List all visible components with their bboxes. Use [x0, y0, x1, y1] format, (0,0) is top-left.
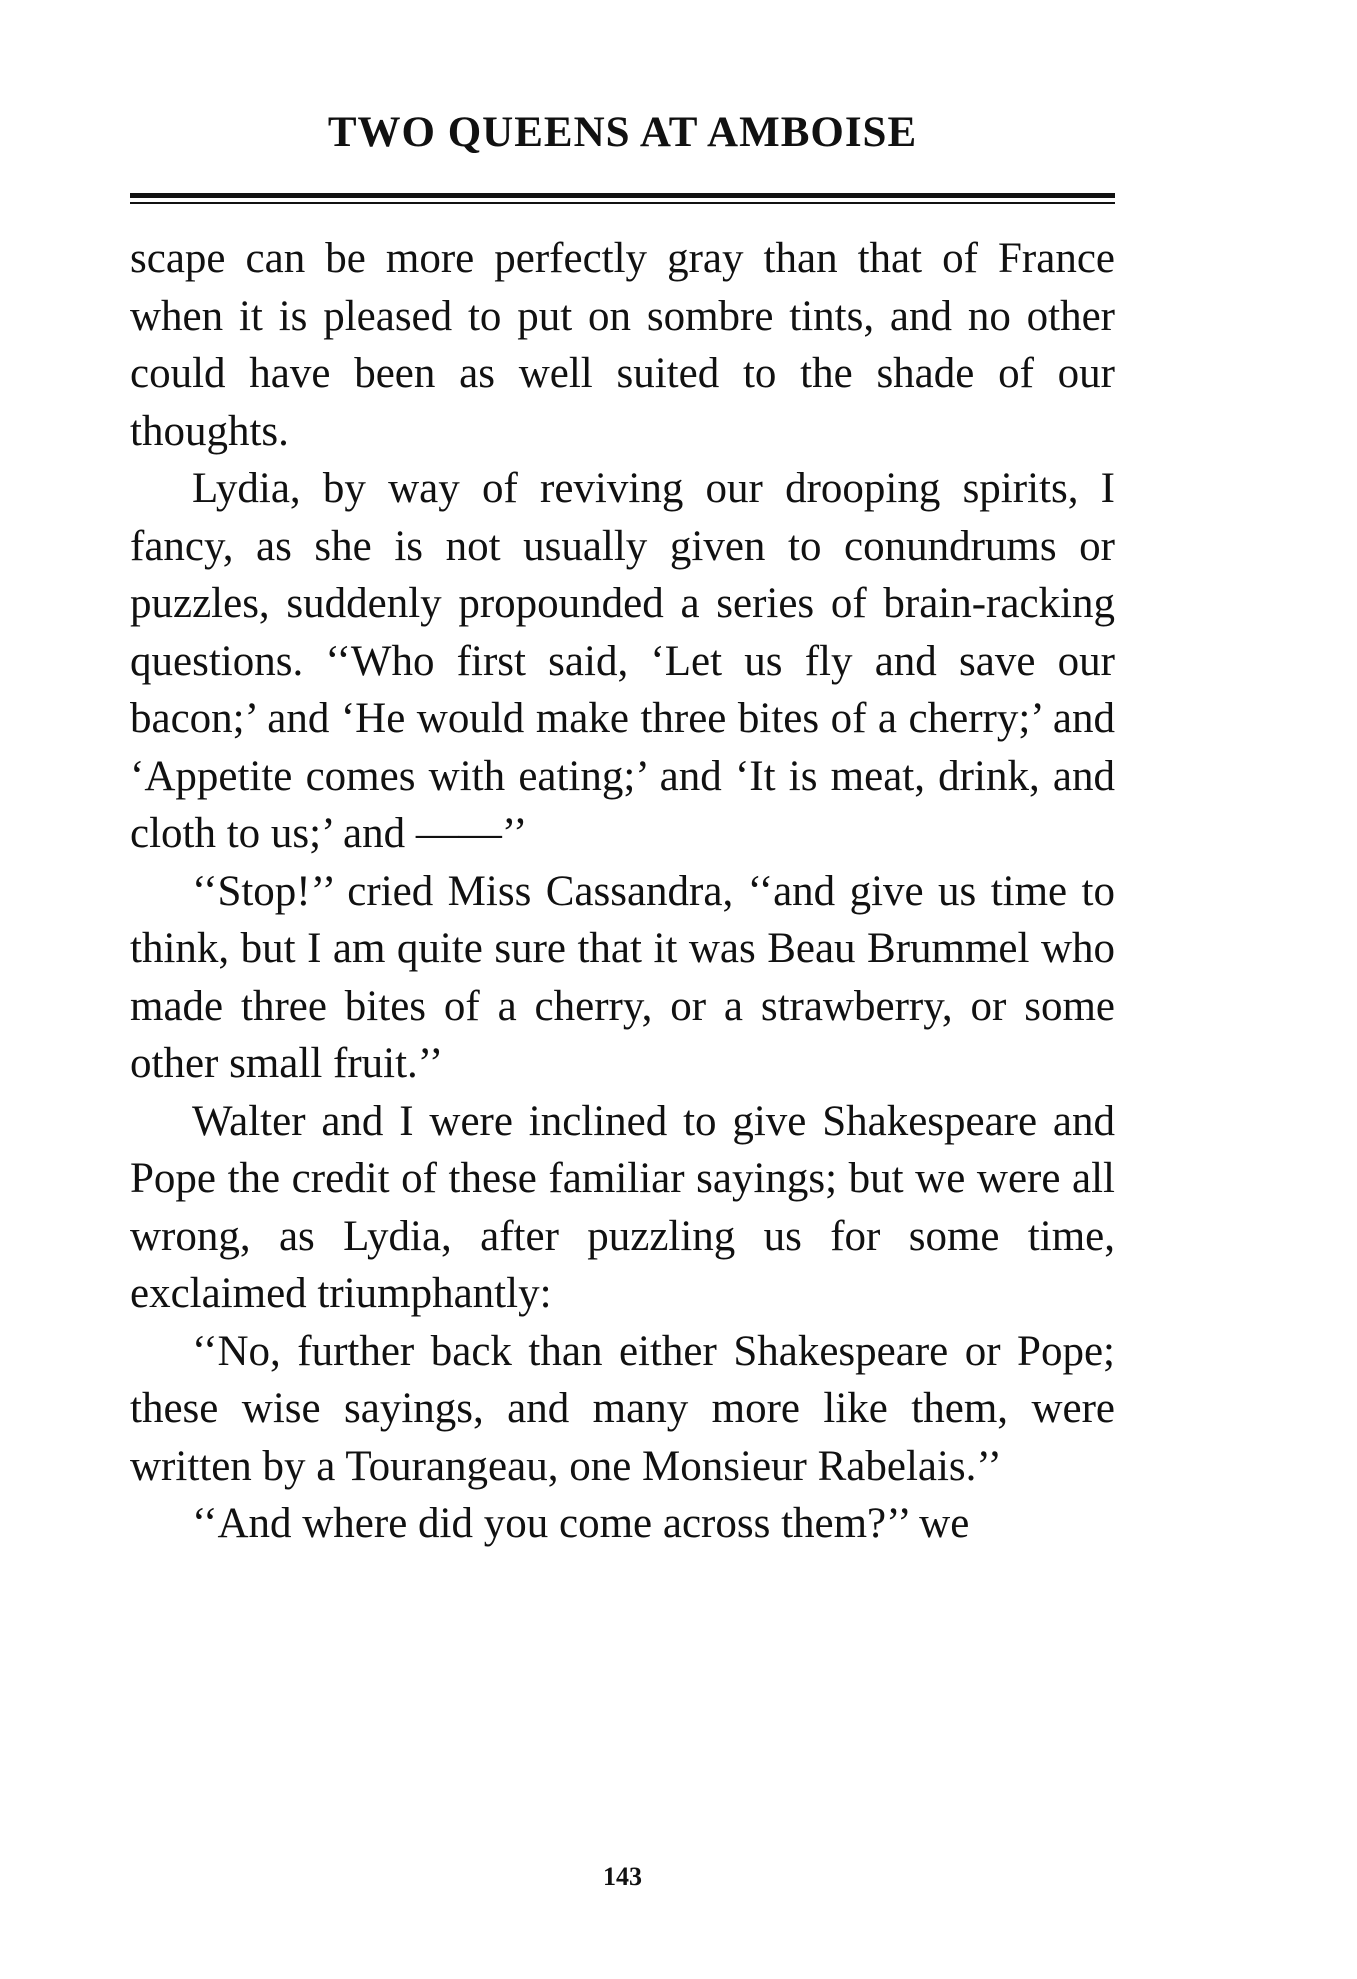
paragraph: ‘‘Stop!’’ cried Miss Cassandra, ‘‘and give us time to think, but I am quite sure that it was Beau Brummel who made three bites of a cherry, or a strawberry, or some other small fruit.’’ — [130, 867, 1115, 1087]
paragraph: ‘‘No, further back than either Shakespeare or Pope; these wise sayings, and many more like them, were written by a Tourangeau, one Monsieur Rabelais.’’ — [130, 1327, 1115, 1490]
paragraph: scape can be more perfectly gray than that of France when it is pleased to put on sombre tints, and no other could have been as well suited to the shade of our thoughts. — [130, 235, 1115, 455]
book-page — [130, 0, 1115, 1979]
header-rule-thin — [130, 202, 1115, 204]
paragraph: ‘‘And where did you come across them?’’ we — [192, 1500, 970, 1547]
header-rule-thick — [130, 193, 1115, 198]
header-rule — [130, 193, 1115, 207]
body-text — [130, 230, 1115, 1553]
paragraph: Walter and I were inclined to give Shakespeare and Pope the credit of these familiar sayings; but we were all wrong, as Lydia, after puzzling us for some time, exclaimed triumphantly: — [130, 1097, 1115, 1317]
paragraph: Lydia, by way of reviving our drooping spirits, I fancy, as she is not usually given to conundrums or puzzles, suddenly propounded a series of brain-racking questions. ‘‘Who first said, ‘Let us fly and save our bacon;’ and ‘He would make three bites of a cherry;’ and ‘Appetite comes with eating;’ and ‘It is meat, drink, and cloth to us;’ and ——’’ — [130, 465, 1115, 857]
page-number: 143 — [603, 1862, 642, 1891]
running-head: TWO QUEENS AT AMBOISE — [327, 109, 918, 156]
